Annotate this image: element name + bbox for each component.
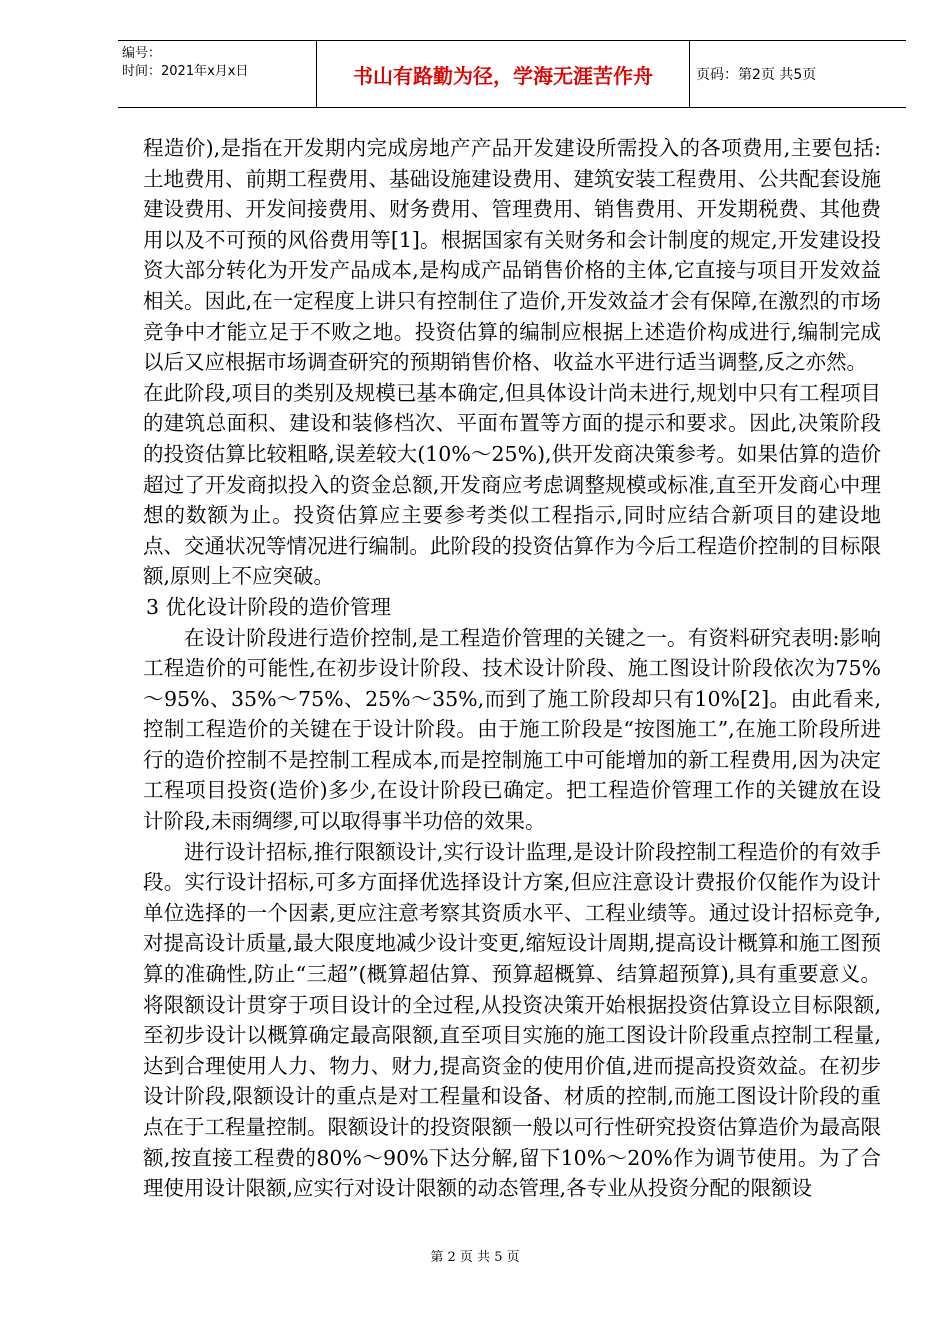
header-meta <box>118 41 316 107</box>
paragraph-design-stage-control: 在设计阶段进行造价控制,是工程造价管理的关键之一。有资料研究表明:影响工程造价的可能性,在初步设计阶段、技术设计阶段、施工图设计阶段依次为75%～95%、35%～75%、25%～35%,而到了施工阶段却只有10%[2]。由此看来,控制工程造价的关键在于设计阶段。由于施工阶段是“按图施工”,在施工阶段所进行的造价控制不是控制工程成本,而是控制施工中可能增加的新工程费用,因为决定工程项目投资(造价)多少,在设计阶段已确定。把工程造价管理工作的关键放在设计阶段,未雨绸缪,可以取得事半功倍的效果。 <box>143 625 881 834</box>
document-number-label: 编号： <box>122 46 162 61</box>
header-motto: 书山有路勤为径，学海无涯苦作舟 <box>316 41 690 107</box>
document-time-label: 时间：2021年x月x日 <box>122 64 249 79</box>
paragraph-decision-stage: 在此阶段,项目的类别及规模已基本确定,但具体设计尚未进行,规划中只有工程项目的建筑总面积、建设和装修档次、平面布置等方面的提示和要求。因此,决策阶段的投资估算比较粗略,误差较大(10%～25%),供开发商决策参考。如果估算的造价超过了开发商拟投入的资金总额,开发商应考虑调整规模或标准,直至开发商心中理想的数额为止。投资估算应主要参考类似工程指示,同时应结合新项目的建设地点、交通状况等情况进行编制。此阶段的投资估算作为今后工程造价控制的目标限额,原则上不应突破。 <box>143 380 881 589</box>
page-header <box>118 40 906 108</box>
page-footer: 第 2 页 共 5 页 <box>430 1250 520 1265</box>
section-heading-design-stage: 3 优化设计阶段的造价管理 <box>146 594 392 619</box>
document-body <box>143 133 881 1204</box>
paragraph-cost-composition: 程造价),是指在开发期内完成房地产产品开发建设所需投入的各项费用,主要包括:土地费用、前期工程费用、基础设施建设费用、建筑安装工程费用、公共配套设施建设费用、开发间接费用、财务费用、管理费用、销售费用、开发期税费、其他费用以及不可预的风俗费用等[1]。根据国家有关财务和会计制度的规定,开发建设投资大部分转化为开发产品成本,是构成产品销售价格的主体,它直接与项目开发效益相关。因此,在一定程度上讲只有控制住了造价,开发效益才会有保障,在激烈的市场竞争中才能立足于不败之地。投资估算的编制应根据上述造价构成进行,编制完成以后又应根据市场调查研究的预期销售价格、收益水平进行适当调整,反之亦然。 <box>143 136 881 375</box>
header-page-info: 页码：第2页 共5页 <box>696 67 817 83</box>
paragraph-design-bidding: 进行设计招标,推行限额设计,实行设计监理,是设计阶段控制工程造价的有效手段。实行设计招标,可多方面择优选择设计方案,但应注意设计费报价仅能作为设计单位选择的一个因素,更应注意考察其资质水平、工程业绩等。通过设计招标竞争,对提高设计质量,最大限度地减少设计变更,缩短设计周期,提高设计概算和施工图预算的准确性,防止“三超”(概算超估算、预算超概算、结算超预算),具有重要意义。将限额设计贯穿于项目设计的全过程,从投资决策开始根据投资估算设立目标限额,至初步设计以概算确定最高限额,直至项目实施的施工图设计阶段重点控制工程量,达到合理使用人力、物力、财力,提高资金的使用价值,进而提高投资效益。在初步设计阶段,限额设计的重点是对工程量和设备、材质的控制,而施工图设计阶段的重点在于工程量控制。限额设计的投资限额一般以可行性研究投资估算造价为最高限额,按直接工程费的80%～90%下达分解,留下10%～20%作为调节使用。为了合理使用设计限额,应实行对设计限额的动态管理,各专业从投资分配的限额设 <box>143 839 881 1201</box>
